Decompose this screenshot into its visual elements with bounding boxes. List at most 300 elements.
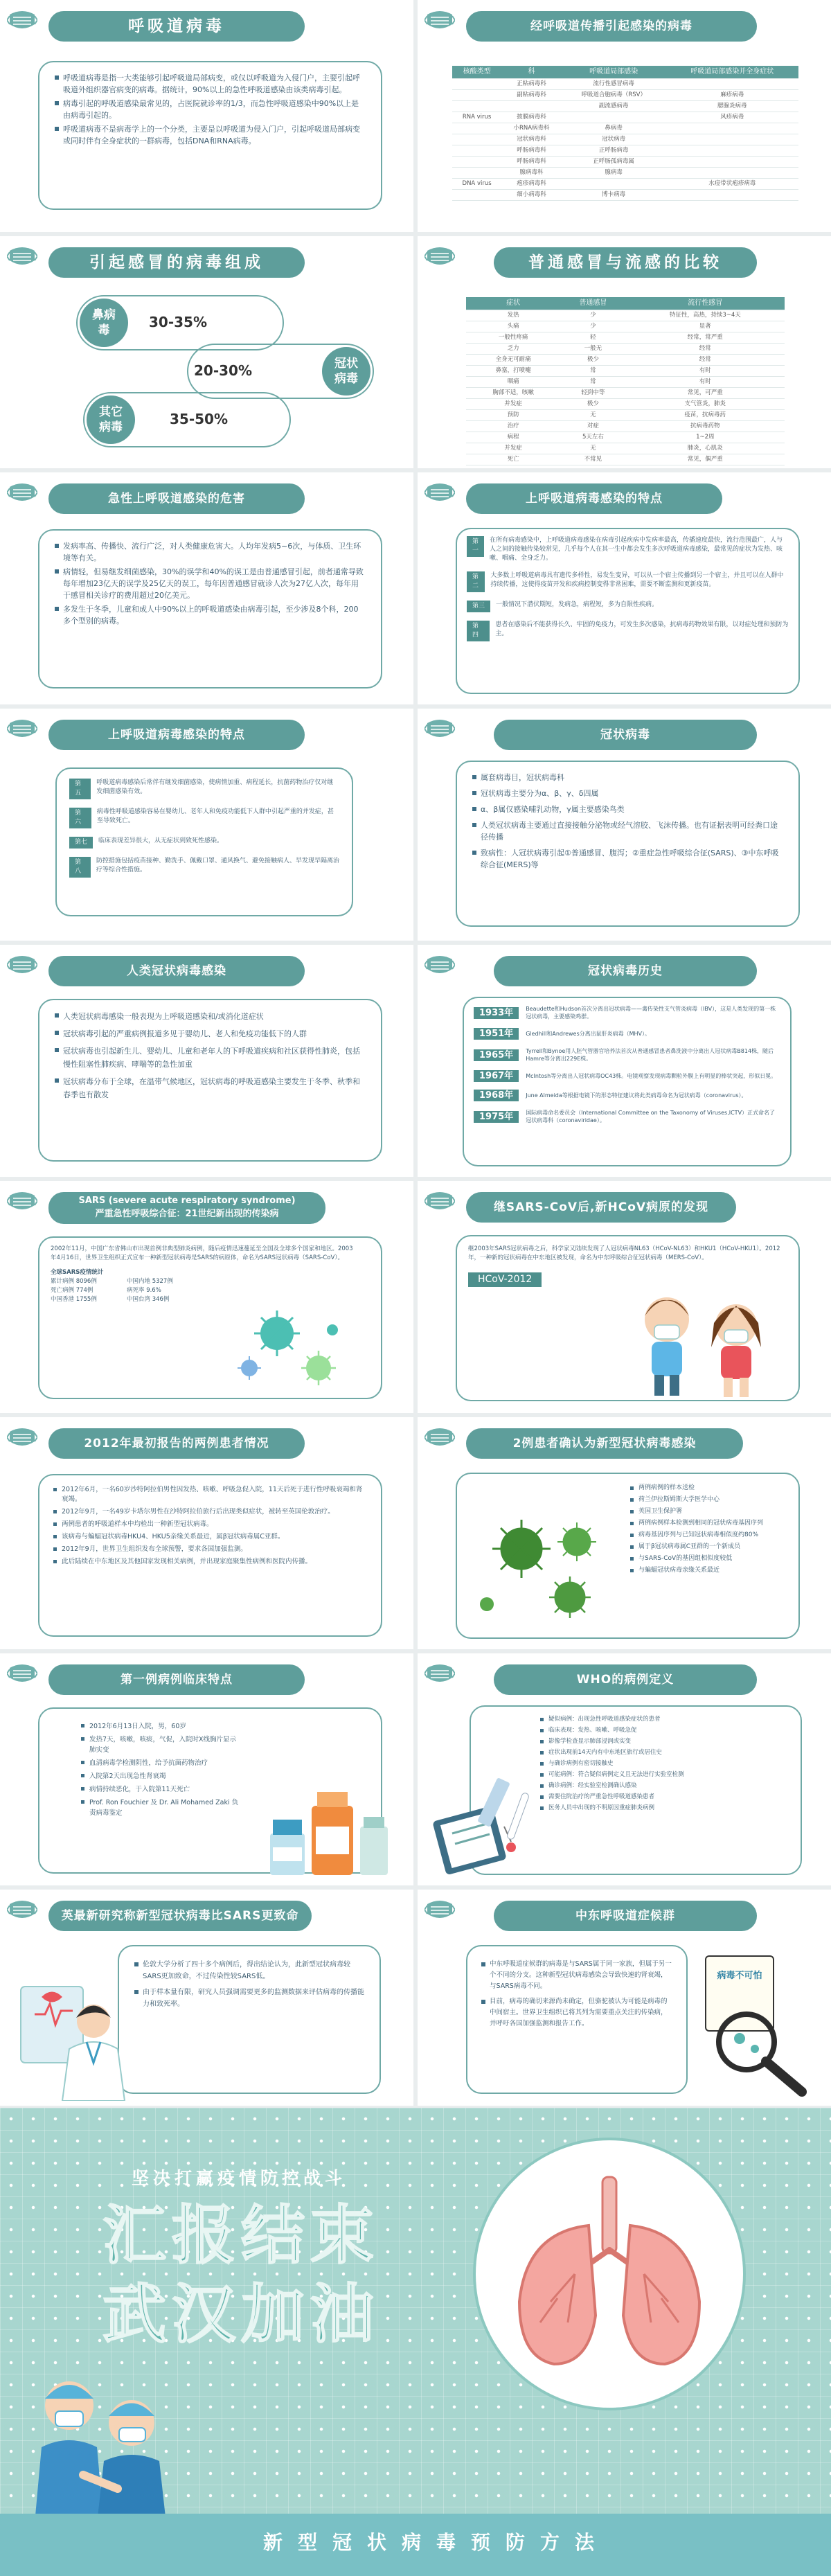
table-cell: 水痘带状疱疹病毒 xyxy=(666,179,798,190)
table-row xyxy=(466,310,785,321)
slide-title: 人类冠状病毒感染 xyxy=(48,956,305,986)
list-item: 病情轻，但易继发细菌感染，30%的误学和40%的误工是由普通感冒引起，前者通常导致每年增加23亿天的误学及25亿天的误工，每年因普通感冒就诊人次为27亿人次，每年用于感冒相关诊疗的费用超过20亿美元。 xyxy=(55,566,366,601)
list-item: 目前，病毒的确切来源尚未确定，但骆驼被认为可能是病毒的中间宿主。世界卫生组织已将其列为需要重点关注的传染病，并呼吁各国加强监测和报告工作。 xyxy=(481,1996,672,2029)
table-header: 科 xyxy=(501,66,562,79)
table-cell: 小RNA病毒科 xyxy=(501,123,562,134)
table-row xyxy=(466,332,785,344)
history-year: 1967年 xyxy=(474,1070,519,1082)
slide-title: 普通感冒与流感的比较 xyxy=(494,247,757,278)
feature-tag: 第四 xyxy=(467,621,490,641)
table-cell xyxy=(666,123,798,134)
table-cell: 发热 xyxy=(466,310,560,321)
table-cell: 少 xyxy=(560,310,625,321)
closing-title-line-2: 武汉加油 xyxy=(102,2277,380,2352)
list-item: 与蝙蝠冠状病毒亲缘关系最近 xyxy=(630,1566,785,1575)
mask-logo-icon xyxy=(425,1189,455,1214)
table-cell: 副流感病毒 xyxy=(562,101,666,112)
stats-list xyxy=(51,1277,210,1304)
table-cell: 疱疹病毒科 xyxy=(501,179,562,190)
table-row xyxy=(466,321,785,332)
history-row xyxy=(474,1005,780,1020)
list-item: 由于样本量有限，研究人员强调需要更多的监测数据来评估病毒的传播能力和致死率。 xyxy=(134,1987,364,2010)
stat-item: 中国香港 1755例 xyxy=(51,1296,97,1303)
hcov-description: 继2003年SARS冠状病毒之后，科学家又陆续发现了人冠状病毒NL63（HCoV-NL63）和HKU1（HCoV-HKU1）。2012年，一种新的冠状病毒在中东地区被发现，命名为中东呼吸综合征冠状病毒（MERS-CoV）。 xyxy=(468,1245,780,1261)
content-panel xyxy=(456,761,800,927)
list-item: 致病性：人冠状病毒引起①普通感冒、腹泻；②重症急性呼吸综合征(SARS)、③中东呼吸综合征(MERS)等 xyxy=(472,847,783,871)
mask-logo-icon xyxy=(425,952,455,977)
list-item: Prof. Ron Fouchier 及 Dr. Ali Mohamed Zaki 负责病毒鉴定 xyxy=(81,1797,240,1818)
other-virus-bubble: 其它病毒 xyxy=(87,396,135,444)
table-cell: 并发症 xyxy=(466,399,560,410)
list-item: 人类冠状病毒主要通过直接接触分泌物或经气溶胶、飞沫传播。也有证据表明可经粪口途径传播 xyxy=(472,819,783,843)
closing-slide xyxy=(0,2108,831,2576)
slide-title: WHO的病例定义 xyxy=(494,1664,757,1695)
list-item: α、β属仅感染哺乳动物，γ属主要感染鸟类 xyxy=(472,803,783,815)
list-item: 确诊病例：经实验室检测确认感染 xyxy=(540,1782,788,1790)
stat-item: 中国台湾 346例 xyxy=(127,1296,170,1303)
closing-footer-text: 新型冠状病毒预防方法 xyxy=(262,2531,609,2554)
table-cell: DNA virus xyxy=(452,179,501,190)
slide-title: 冠状病毒 xyxy=(494,720,757,750)
table-cell xyxy=(666,168,798,179)
list-item: 荷兰伊拉斯姆斯大学医学中心 xyxy=(630,1495,785,1504)
history-text: Tyrrell和Bynoe用人胚气管器官培养法首次从普通感冒患者鼻洗液中分离出人冠状病毒B814株，随后Hamre等分离出229E株。 xyxy=(526,1048,774,1062)
table-row xyxy=(452,101,798,112)
rhinovirus-pct: 30-35% xyxy=(149,314,208,330)
bullet-list xyxy=(540,1715,788,1812)
slide-human-coronavirus xyxy=(0,945,413,1177)
bullet-list xyxy=(472,772,783,871)
slide-title: 上呼吸道病毒感染的特点 xyxy=(466,483,722,514)
virus-table xyxy=(452,66,798,201)
coronavirus-bubble: 冠状病毒 xyxy=(322,347,370,396)
slide-mers xyxy=(418,1890,831,2106)
slide-title: 第一例病例临床特点 xyxy=(48,1664,305,1695)
list-item: 发病率高、传播快、流行广泛，对人类健康危害大。人均年发病5~6次，与体质、卫生环境等有关。 xyxy=(55,540,366,564)
list-item: 两例病例的样本送检 xyxy=(630,1484,785,1493)
slide-who-definition xyxy=(418,1653,831,1885)
list-item: 多发生于冬季，儿童和成人中90%以上的呼吸道感染由病毒引起，至少涉及8个科，200多个型别的病毒。 xyxy=(55,603,366,627)
table-cell: 显著 xyxy=(626,321,785,332)
mask-logo-icon xyxy=(7,480,37,505)
mask-logo-icon xyxy=(7,1189,37,1214)
doctors-illustration-icon xyxy=(14,2357,194,2523)
slide-sars xyxy=(0,1181,413,1413)
feature-row xyxy=(69,808,339,828)
other-virus-pct: 35-50% xyxy=(170,411,229,427)
table-cell xyxy=(452,101,501,112)
stat-item: 病死率 9.6% xyxy=(127,1287,161,1294)
comparison-table xyxy=(466,297,785,465)
table-row xyxy=(466,399,785,410)
list-item: 属于β冠状病毒属C亚群的一个新成员 xyxy=(630,1543,785,1552)
feature-row xyxy=(467,601,789,612)
table-cell xyxy=(452,190,501,201)
slide-cold-virus-composition xyxy=(0,236,413,468)
table-cell: 正呼肠病毒 xyxy=(562,145,666,157)
feature-row xyxy=(69,837,339,849)
history-row xyxy=(474,1090,780,1101)
table-cell xyxy=(452,90,501,101)
list-item: 冠状病毒主要分为α、β、γ、δ四属 xyxy=(472,788,783,799)
feature-row xyxy=(467,536,789,563)
table-cell: 无 xyxy=(560,410,625,421)
feature-tag: 第二 xyxy=(467,571,485,592)
bullet-list xyxy=(55,72,366,147)
list-item: 该病毒与蝙蝠冠状病毒HKU4、HKU5亲缘关系最近，属β冠状病毒属C亚群。 xyxy=(53,1532,367,1542)
table-cell xyxy=(452,79,501,90)
list-item: 2012年6月，一名60岁沙特阿拉伯男性因发热、咳嗽、呼吸急促入院，11天后死于进行性呼吸衰竭和肾衰竭。 xyxy=(53,1485,367,1504)
table-cell xyxy=(562,179,666,190)
history-row xyxy=(474,1028,780,1040)
content-panel xyxy=(38,999,382,1162)
list-item: 两例病例样本检测到相同的冠状病毒基因序列 xyxy=(630,1519,785,1528)
slide-title: 冠状病毒历史 xyxy=(494,956,757,986)
table-row xyxy=(466,432,785,443)
table-cell: RNA virus xyxy=(452,112,501,123)
table-row xyxy=(466,355,785,366)
warning-sign-text: 病毒不可怕 xyxy=(717,1971,762,1981)
list-item: 2012年9月，一名49岁卡塔尔男性在沙特阿拉伯旅行后出现类似症状，被转至英国伦敦治疗。 xyxy=(53,1507,367,1517)
feature-tag: 第七 xyxy=(69,837,93,849)
history-row xyxy=(474,1047,780,1063)
slide-coronavirus-history xyxy=(418,945,831,1177)
list-item: 2012年9月，世界卫生组织发布全球预警，要求各国加强监测。 xyxy=(53,1545,367,1554)
table-cell xyxy=(452,123,501,134)
lungs-illustration-icon xyxy=(471,2135,748,2413)
mask-logo-icon xyxy=(425,1661,455,1686)
slide-title: 继SARS-CoV后,新HCoV病原的发现 xyxy=(466,1192,736,1223)
table-cell: 病程 xyxy=(466,432,560,443)
bullet-list xyxy=(55,540,366,627)
feature-tag: 第三 xyxy=(467,601,490,612)
slide-new-hcov xyxy=(418,1181,831,1413)
table-row xyxy=(466,377,785,388)
table-cell: 冠状病毒 xyxy=(562,134,666,145)
table-cell: 抗病毒药物 xyxy=(626,421,785,432)
bullet-list xyxy=(481,1959,672,2029)
table-cell: 1~2周 xyxy=(626,432,785,443)
history-year: 1975年 xyxy=(474,1111,519,1123)
table-cell: 极少 xyxy=(560,399,625,410)
table-row xyxy=(466,344,785,355)
slide-title: 中东呼吸道症候群 xyxy=(494,1901,757,1931)
stat-item: 中国内地 5327例 xyxy=(127,1278,173,1285)
rhinovirus-bubble: 鼻病毒 xyxy=(80,299,128,347)
feature-list xyxy=(55,767,353,916)
table-row xyxy=(466,421,785,432)
list-item: 呼吸道病毒是指一大类能够引起呼吸道局部病变，或仅以呼吸道为入侵门户，主要引起呼吸道外组织器官病变的病毒。据统计，90%以上的急性呼吸道感染由该类病毒引起。 xyxy=(55,72,366,96)
history-row xyxy=(474,1109,780,1124)
table-cell: 鼻病毒 xyxy=(562,123,666,134)
slide-respiratory-virus-table xyxy=(418,0,831,232)
children-masks-illustration-icon xyxy=(625,1285,778,1403)
table-row xyxy=(452,90,798,101)
mask-logo-icon xyxy=(7,952,37,977)
list-item: 影像学检查显示肺部浸润或实变 xyxy=(540,1737,788,1746)
bullet-list xyxy=(134,1959,364,2010)
table-cell: 细小病毒科 xyxy=(501,190,562,201)
table-cell xyxy=(452,145,501,157)
slide-cold-vs-flu xyxy=(418,236,831,468)
list-item: 医务人员中出现的不明原因重症肺炎病例 xyxy=(540,1804,788,1812)
mask-logo-icon xyxy=(7,1661,37,1686)
feature-list xyxy=(456,528,800,694)
list-item: 入院第2天出现急性肾衰竭 xyxy=(81,1771,240,1782)
table-cell: 预防 xyxy=(466,410,560,421)
medicine-bottles-icon xyxy=(263,1771,402,1882)
table-cell xyxy=(501,101,562,112)
slide-title: 经呼吸道传播引起感染的病毒 xyxy=(466,11,757,42)
table-cell: 胸部不适，咳嗽 xyxy=(466,388,560,399)
table-cell xyxy=(452,157,501,168)
table-cell: 冠状病毒科 xyxy=(501,134,562,145)
history-text: Beaudette和Hudson首次分离出冠状病毒——禽传染性支气管炎病毒（IBV），这是人类发现的第一株冠状病毒，主要感染鸡群。 xyxy=(526,1006,776,1020)
stat-item: 累计病例 8096例 xyxy=(51,1278,97,1285)
table-row xyxy=(466,388,785,399)
feature-tag: 第五 xyxy=(69,779,91,799)
table-row xyxy=(466,410,785,421)
table-cell: 一般性疼痛 xyxy=(466,332,560,344)
table-row xyxy=(452,157,798,168)
feature-tag: 第八 xyxy=(69,857,91,878)
magnifier-icon xyxy=(698,1973,823,2097)
table-row xyxy=(466,454,785,465)
slide-title xyxy=(48,1192,325,1224)
table-cell: 死亡 xyxy=(466,454,560,465)
mask-logo-icon xyxy=(425,8,455,33)
mask-logo-icon xyxy=(7,8,37,33)
table-cell xyxy=(452,168,501,179)
table-cell: 支气管炎，肺炎 xyxy=(626,399,785,410)
table-cell xyxy=(666,145,798,157)
mask-logo-icon xyxy=(7,1425,37,1450)
history-row xyxy=(474,1070,780,1082)
table-cell: 有时 xyxy=(626,377,785,388)
feature-text: 呼吸道病毒感染后常伴有继发细菌感染，使病情加重、病程延长，抗菌药物治疗仅对继发细菌感染有效。 xyxy=(96,779,334,795)
table-cell: 呼肠病毒科 xyxy=(501,145,562,157)
mask-logo-icon xyxy=(7,244,37,269)
table-cell: 全身无可耐痛 xyxy=(466,355,560,366)
virus-illustration-icon xyxy=(229,1302,353,1392)
slide-title: 英最新研究称新型冠状病毒比SARS更致命 xyxy=(48,1901,312,1931)
history-text: McIntosh等分离出人冠状病毒OC43株。电镜观察发现病毒颗粒外膜上有明显的棒状突起，形似日冕。 xyxy=(526,1073,777,1079)
list-item: 病毒基因序列与已知冠状病毒相似度约80% xyxy=(630,1531,785,1540)
slide-uk-research xyxy=(0,1890,413,2106)
table-cell: 对症 xyxy=(560,421,625,432)
table-cell: 披膜病毒科 xyxy=(501,112,562,123)
slide-title: 引起感冒的病毒组成 xyxy=(48,247,305,278)
history-year: 1951年 xyxy=(474,1028,519,1040)
table-cell xyxy=(666,190,798,201)
slide-uri-features-2 xyxy=(0,709,413,941)
title-line-2: 严重急性呼吸综合征：21世纪新出现的传染病 xyxy=(95,1209,279,1219)
slide-uri-hazards xyxy=(0,472,413,704)
table-row xyxy=(466,443,785,454)
table-cell: 乏力 xyxy=(466,344,560,355)
list-item: 病情持续恶化，于入院第11天死亡 xyxy=(81,1784,240,1795)
table-cell: 轻 xyxy=(560,332,625,344)
table-cell: 一般无 xyxy=(560,344,625,355)
table-cell: 经常 xyxy=(626,355,785,366)
feature-tag: 第六 xyxy=(69,808,91,828)
table-cell: 经常，常严重 xyxy=(626,332,785,344)
list-item: 血清病毒学检测阴性，给予抗菌药物治疗 xyxy=(81,1758,240,1768)
table-row xyxy=(452,145,798,157)
table-cell: 咽痛 xyxy=(466,377,560,388)
slide-two-cases-confirmed xyxy=(418,1417,831,1649)
table-cell xyxy=(666,157,798,168)
bullet-list xyxy=(81,1721,240,1818)
table-cell: 常 xyxy=(560,377,625,388)
table-cell: 极少 xyxy=(560,355,625,366)
table-cell: 无 xyxy=(560,443,625,454)
slide-coronavirus xyxy=(418,709,831,941)
slide-first-case xyxy=(0,1653,413,1885)
table-header: 普通感冒 xyxy=(560,297,625,310)
feature-text: 防控措施包括疫苗接种、勤洗手、佩戴口罩、通风换气、避免接触病人、早发现早隔离治疗等综合性措施。 xyxy=(96,858,339,873)
table-cell: 有时 xyxy=(626,366,785,377)
doctor-illustration-icon xyxy=(14,1973,132,2101)
slide-title: 2012年最初报告的两例患者情况 xyxy=(48,1428,305,1459)
list-item: 中东呼吸道症候群的病毒是与SARS属于同一家族，但属于另一个不同的分支。这种新型冠状病毒感染会导致快速的肾衰竭，与SARS病毒不同。 xyxy=(481,1959,672,1992)
list-item: 可能病例：符合疑似病例定义且无法进行实验室检测 xyxy=(540,1770,788,1779)
clipboard-syringe-icon xyxy=(425,1764,549,1882)
list-item: 此后陆续在中东地区及其他国家发现相关病例，并出现家庭聚集性病例和医院内传播。 xyxy=(53,1557,367,1567)
slide-2012-cases xyxy=(0,1417,413,1649)
table-cell: 常见，偶严重 xyxy=(626,454,785,465)
table-cell: 呼肠病毒科 xyxy=(501,157,562,168)
feature-text: 患者在感染后不能获得长久、牢固的免疫力，可发生多次感染，抗病毒药物效果有限，以对症处理和预防为主。 xyxy=(495,621,789,637)
table-cell: 博卡病毒 xyxy=(562,190,666,201)
table-row xyxy=(452,123,798,134)
slide-title: 呼吸道病毒 xyxy=(48,11,305,42)
table-cell: 副粘病毒科 xyxy=(501,90,562,101)
history-timeline xyxy=(463,997,792,1166)
mask-logo-icon xyxy=(425,1897,455,1922)
table-row xyxy=(452,168,798,179)
table-row xyxy=(466,366,785,377)
feature-row xyxy=(467,571,789,592)
list-item: 伦敦大学分析了四十多个病例后，得出结论认为，此新型冠状病毒较SARS更加致命，不过传染性较SARS低。 xyxy=(134,1959,364,1982)
table-cell: 经常 xyxy=(626,344,785,355)
slide-title: 急性上呼吸道感染的危害 xyxy=(48,483,305,514)
table-header: 症状 xyxy=(466,297,560,310)
mask-logo-icon xyxy=(425,716,455,741)
history-year: 1933年 xyxy=(474,1007,519,1019)
list-item: 与确诊病例有密切接触史 xyxy=(540,1759,788,1768)
feature-row xyxy=(69,857,339,878)
table-cell: 腺病毒 xyxy=(562,168,666,179)
mask-logo-icon xyxy=(425,244,455,269)
table-cell xyxy=(666,134,798,145)
feature-row xyxy=(69,779,339,799)
content-panel xyxy=(38,1474,382,1637)
table-header: 呼吸道局部感染 xyxy=(562,66,666,79)
list-item: 两例患者的呼吸道样本中均检出一种新型冠状病毒。 xyxy=(53,1520,367,1529)
table-cell: 疫苗，抗病毒药 xyxy=(626,410,785,421)
table-cell: 正粘病毒科 xyxy=(501,79,562,90)
list-item: 属套病毒目，冠状病毒科 xyxy=(472,772,783,783)
table-cell xyxy=(562,112,666,123)
table-cell: 治疗 xyxy=(466,421,560,432)
history-year: 1965年 xyxy=(474,1049,519,1061)
content-panel xyxy=(118,1945,381,2094)
title-line-1: SARS (severe acute respiratory syndrome) xyxy=(78,1196,296,1206)
slide-uri-features-1 xyxy=(418,472,831,704)
table-cell: 不常见 xyxy=(560,454,625,465)
feature-text: 一般情况下潜伏期短，发病急，病程短，多为自限性疾病。 xyxy=(496,601,659,608)
table-cell: 麻疹病毒 xyxy=(666,90,798,101)
list-item: 症状出现前14天内有中东地区旅行或居住史 xyxy=(540,1748,788,1757)
feature-row xyxy=(467,621,789,641)
history-year: 1968年 xyxy=(474,1090,519,1101)
history-text: 国际病毒命名委员会（International Committee on the Taxonomy of Viruses,ICTV）正式命名了冠状病毒科（coronaviridae）。 xyxy=(526,1110,776,1123)
bullet-list xyxy=(55,1010,366,1101)
feature-tag: 第一 xyxy=(467,536,484,557)
table-cell: 肺炎，心肌炎 xyxy=(626,443,785,454)
table-cell: 并发症 xyxy=(466,443,560,454)
content-panel xyxy=(466,1945,688,2094)
table-cell: 常见，可严重 xyxy=(626,388,785,399)
mask-logo-icon xyxy=(7,716,37,741)
list-item: 2012年6月13日入院，男，60岁 xyxy=(81,1721,240,1732)
coronavirus-pct: 20-30% xyxy=(194,362,253,379)
table-row xyxy=(452,134,798,145)
mask-logo-icon xyxy=(7,1897,37,1922)
list-item: 英国卫生保护署 xyxy=(630,1507,785,1516)
table-cell: 腮腺炎病毒 xyxy=(666,101,798,112)
table-cell xyxy=(666,79,798,90)
list-item: 需要住院治疗的严重急性呼吸道感染患者 xyxy=(540,1793,788,1801)
table-row xyxy=(452,190,798,201)
table-cell: 特征性，高热，持续3~4天 xyxy=(626,310,785,321)
virus-cluster-icon xyxy=(466,1500,611,1625)
slide-respiratory-virus xyxy=(0,0,413,232)
list-item: 冠状病毒分布于全球，在温带气候地区，冠状病毒的呼吸道感染主要发生于冬季、秋季和春季也有散发 xyxy=(55,1075,366,1101)
list-item: 与SARS-CoV的基因组相似度较低 xyxy=(630,1554,785,1563)
history-text: Gledhill和Andrewes分离出鼠肝炎病毒（MHV）。 xyxy=(526,1031,651,1037)
table-row xyxy=(452,79,798,90)
mask-logo-icon xyxy=(425,1425,455,1450)
list-item: 病毒引起的呼吸道感染最常见的，占医院就诊率的1/3，而急性呼吸道感染中90%以上是由病毒引起的。 xyxy=(55,98,366,121)
history-text: June Almeida等根据电镜下的形态特征建议将此类病毒命名为冠状病毒（coronavirus）。 xyxy=(526,1092,747,1099)
feature-text: 在所有病毒感染中，上呼吸道病毒感染在病毒引起疾病中发病率最高，传播速度最快，流行范围最广，人与人之间的接触传染较常见，几乎每个人在其一生中都会发生多次呼吸道病毒感染，最常见的症状为发热、咳嗽、咽痛、全身乏力。 xyxy=(490,537,783,562)
slide-title: 上呼吸道病毒感染的特点 xyxy=(48,720,305,750)
content-panel xyxy=(38,61,382,210)
sars-description: 2002年11月，中国广东省佛山市出现首例非典型肺炎病例，随后疫情迅速蔓延至全国及全球多个国家和地区。2003年4月16日，世界卫生组织正式宣布一种新型冠状病毒是SARS的病原体，命名为SARS冠状病毒（SARS-CoV）。 xyxy=(51,1245,353,1261)
table-cell: 流行性感冒病毒 xyxy=(562,79,666,90)
table-header: 流行性感冒 xyxy=(626,297,785,310)
table-cell: 风疹病毒 xyxy=(666,112,798,123)
table-cell: 腺病毒科 xyxy=(501,168,562,179)
table-cell: 鼻塞，打喷嚏 xyxy=(466,366,560,377)
mask-logo-icon xyxy=(425,480,455,505)
list-item: 疑似病例：出现急性呼吸道感染症状的患者 xyxy=(540,1715,788,1723)
hcov-tag: HCoV-2012 xyxy=(468,1272,542,1287)
table-cell: 轻到中等 xyxy=(560,388,625,399)
table-row xyxy=(452,112,798,123)
feature-text: 大多数上呼吸道病毒具有遗传多样性，易发生变异，可以从一个宿主传播到另一个宿主，并且可以在人群中持续传播，这使得疫苗开发和疾病控制变得非常困难，需要不断监测和更新疫苗。 xyxy=(490,572,784,588)
table-cell: 5天左右 xyxy=(560,432,625,443)
list-item: 冠状病毒也引起新生儿、婴幼儿、儿童和老年人的下呼吸道疾病和社区获得性肺炎，包括慢性阻塞性肺疾病、哮喘等的急性加重 xyxy=(55,1045,366,1071)
list-item: 发热7天，咳嗽，咳痰，气促，入院时X线胸片显示肺实变 xyxy=(81,1734,240,1755)
table-row xyxy=(452,179,798,190)
stat-item: 死亡病例 774例 xyxy=(51,1287,93,1294)
feature-text: 病毒性呼吸道感染容易在婴幼儿、老年人和免疫功能低下人群中引起严重的并发症，甚至导致死亡。 xyxy=(96,808,334,824)
bullet-list xyxy=(630,1484,785,1575)
table-cell: 少 xyxy=(560,321,625,332)
